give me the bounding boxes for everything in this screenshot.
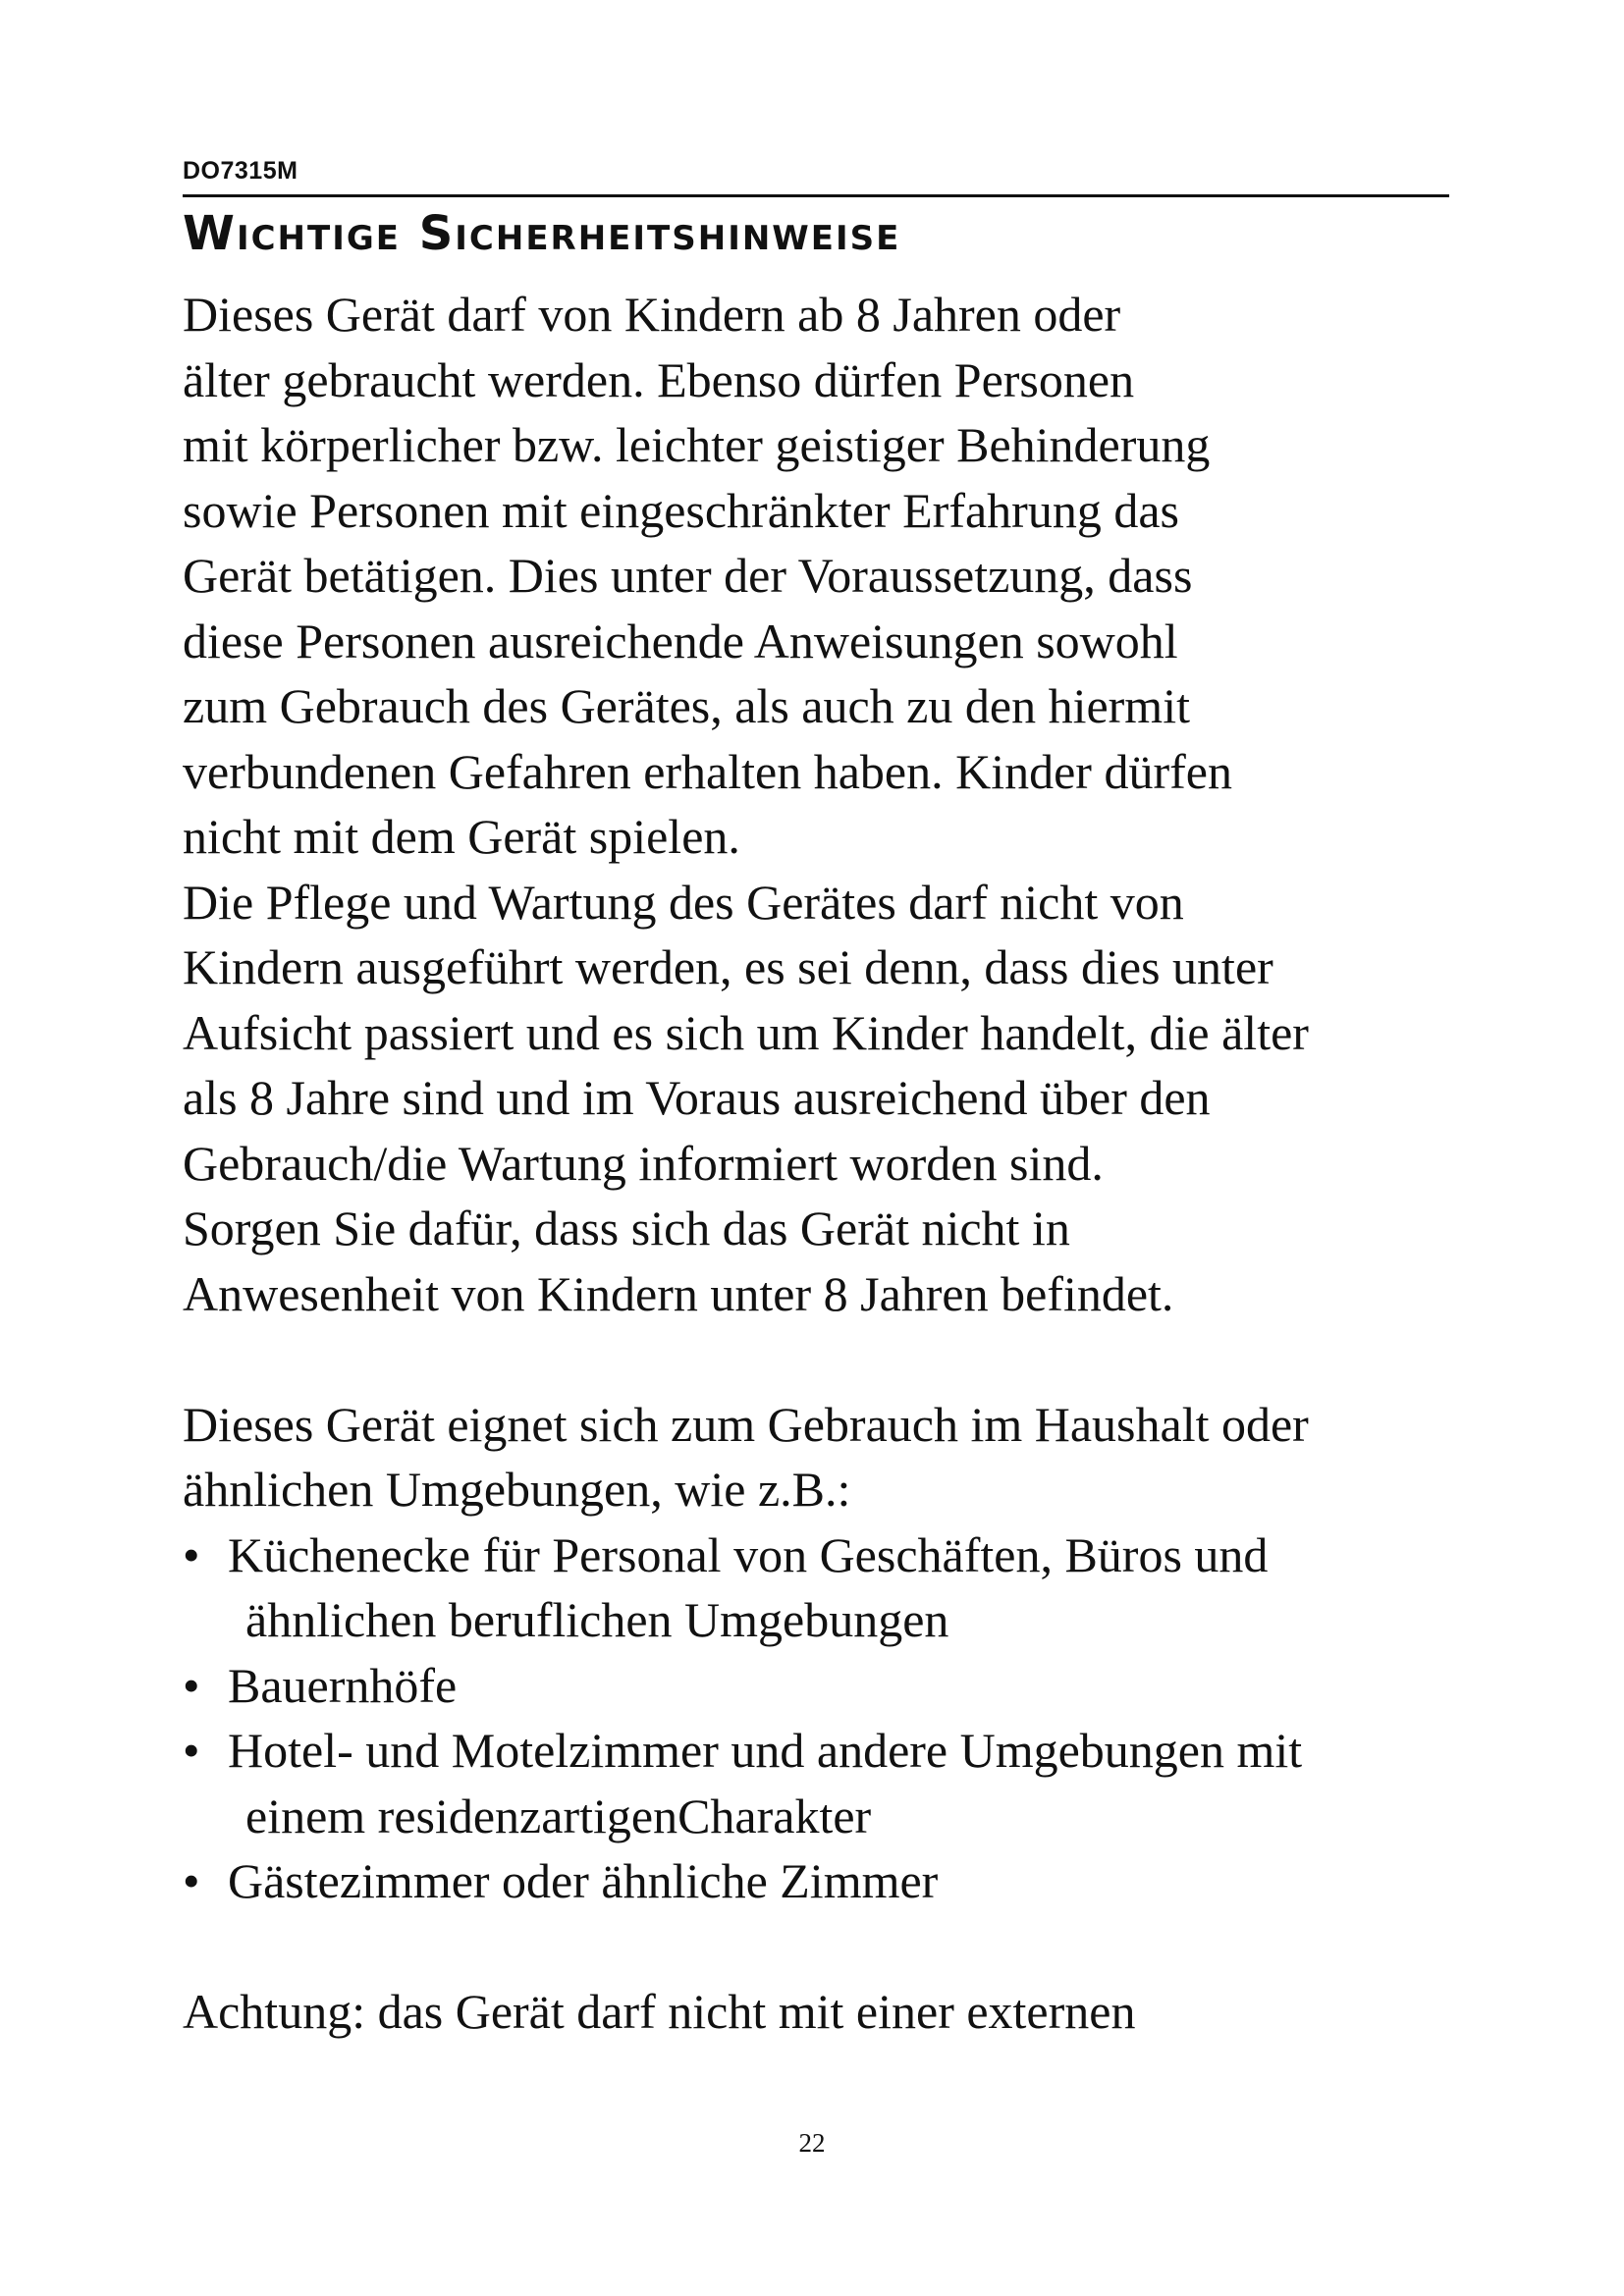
bullet-icon: • [183, 1657, 200, 1713]
list-item [183, 1718, 1479, 1848]
text-line: nicht mit dem Gerät spielen. [183, 809, 740, 864]
paragraph-2 [183, 1392, 1479, 1522]
text-line: sowie Personen mit eingeschränkter Erfahrung das [183, 482, 1179, 538]
paragraph-spacer [183, 1326, 1479, 1392]
bullet-list [183, 1522, 1479, 1914]
text-line: mit körperlicher bzw. leichter geistiger Behinderung [183, 417, 1211, 472]
list-item-text: Bauernhöfe [228, 1657, 458, 1713]
text-line: Kindern ausgeführt werden, es sei denn, dass dies unter [183, 939, 1273, 994]
list-item [183, 1522, 1479, 1653]
paragraph-1 [183, 282, 1479, 1326]
list-item [183, 1848, 1479, 1914]
paragraph-spacer [183, 1914, 1479, 1980]
list-item-text: Küchenecke für Personal von Geschäften, Büros und [228, 1526, 1269, 1582]
header-rule [183, 194, 1449, 197]
text-line: Sorgen Sie dafür, dass sich das Gerät nicht in [183, 1201, 1070, 1255]
bullet-icon: • [183, 1853, 200, 1908]
page-title: Wichtige Sicherheitshinweise [183, 206, 901, 261]
text-line: diese Personen ausreichende Anweisungen sowohl [183, 613, 1178, 668]
text-line: zum Gebrauch des Gerätes, als auch zu den hiermit [183, 678, 1190, 733]
list-item-continuation: ähnlichen beruflichen Umgebungen [245, 1592, 949, 1647]
list-item-continuation: einem residenzartigenCharakter [245, 1788, 872, 1843]
text-line: Dieses Gerät eignet sich zum Gebrauch im Haushalt oder [183, 1396, 1309, 1452]
document-body [183, 282, 1479, 2045]
text-line: Gebrauch/die Wartung informiert worden sind. [183, 1135, 1104, 1191]
list-item-text: Gästezimmer oder ähnliche Zimmer [228, 1853, 939, 1908]
text-line: ähnlichen Umgebungen, wie z.B.: [183, 1462, 851, 1517]
text-line: Anwesenheit von Kindern unter 8 Jahren befindet. [183, 1265, 1174, 1321]
list-item [183, 1653, 1479, 1719]
bullet-icon: • [183, 1723, 200, 1778]
text-line: verbundenen Gefahren erhalten haben. Kinder dürfen [183, 743, 1232, 799]
text-line: Gerät betätigen. Dies unter der Voraussetzung, dass [183, 548, 1193, 603]
bullet-icon: • [183, 1526, 200, 1582]
list-item-text: Hotel- und Motelzimmer und andere Umgebungen mit [228, 1723, 1303, 1778]
text-line: älter gebraucht werden. Ebenso dürfen Personen [183, 351, 1135, 407]
model-number: DO7315M [183, 157, 298, 185]
text-line: als 8 Jahre sind und im Voraus ausreichend über den [183, 1070, 1211, 1125]
text-line: Aufsicht passiert und es sich um Kinder handelt, die älter [183, 1004, 1309, 1060]
page-number: 22 [798, 2128, 826, 2158]
text-line: Dieses Gerät darf von Kindern ab 8 Jahren oder [183, 287, 1121, 342]
paragraph-3: Achtung: das Gerät darf nicht mit einer externen [183, 1984, 1136, 2039]
text-line: Die Pflege und Wartung des Gerätes darf nicht von [183, 874, 1184, 930]
